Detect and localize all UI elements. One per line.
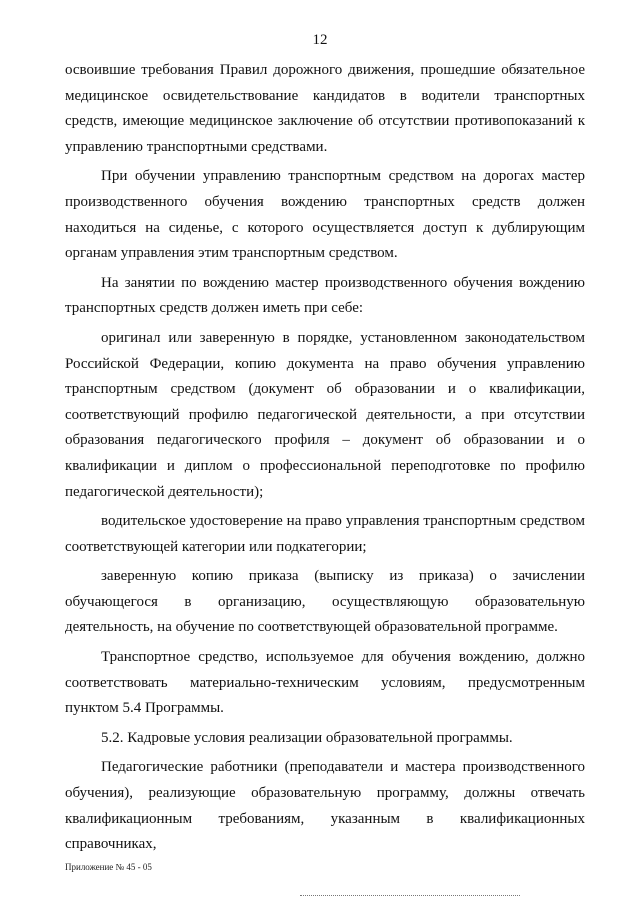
paragraph-continuation: освоившие требования Правил дорожного движения, прошедшие обязательное медицинское освидетельствование кандидатов в водители транспортных средств, имеющие медицинское заключение об отсутствии противопоказаний к управлению транспортными средствами. [65, 62, 585, 155]
page-number: 12 [312, 32, 328, 48]
paragraph-vehicle-conditions: Транспортное средство, используемое для обучения вождению, должно соответствовать материально-техническим условиям, предусмотренным пунктом 5.4 Программы. [65, 649, 585, 717]
paragraph-instructor-seat: При обучении управлению транспортным средством на дорогах мастер производственного обучения вождению транспортных средств должен находиться на сиденье, с которого осуществляется доступ к дублирующим органам управления этим транспортным средством. [65, 168, 585, 262]
paragraph-document-original: оригинал или заверенную в порядке, установленном законодательством Российской Федерации, копию документа на право обучения управлению транспортным средством (документ об образовании и о квалификации, соответствующий профилю педагогической деятельности, а при отсутствии образования педагогического профиля – документ об образовании и о квалификации и диплом о профессиональной переподготовке по профилю педагогической деятельности); [65, 329, 585, 500]
body-text [65, 58, 585, 862]
paragraph-enrollment-order: заверенную копию приказа (выписку из приказа) о зачислении обучающегося в организацию, осуществляющую образовательную деятельность, на обучение по соответствующей образовательной программе. [65, 568, 585, 636]
paragraph-documents-intro: На занятии по вождению мастер производственного обучения вождению транспортных средств должен иметь при себе: [65, 274, 585, 317]
footer-annex-label: Приложение № 45 - 05 [65, 862, 152, 872]
footer-divider [300, 895, 520, 897]
paragraph-teaching-staff: Педагогические работники (преподаватели и мастера производственного обучения), реализующие образовательную программу, должны отвечать квалификационным требованиям, указанным в квалификационных справочниках, [65, 759, 585, 853]
paragraph-driver-license: водительское удостоверение на право управления транспортным средством соответствующей категории или подкатегории; [65, 513, 585, 555]
section-heading-staffing: 5.2. Кадровые условия реализации образовательной программы. [101, 729, 513, 746]
